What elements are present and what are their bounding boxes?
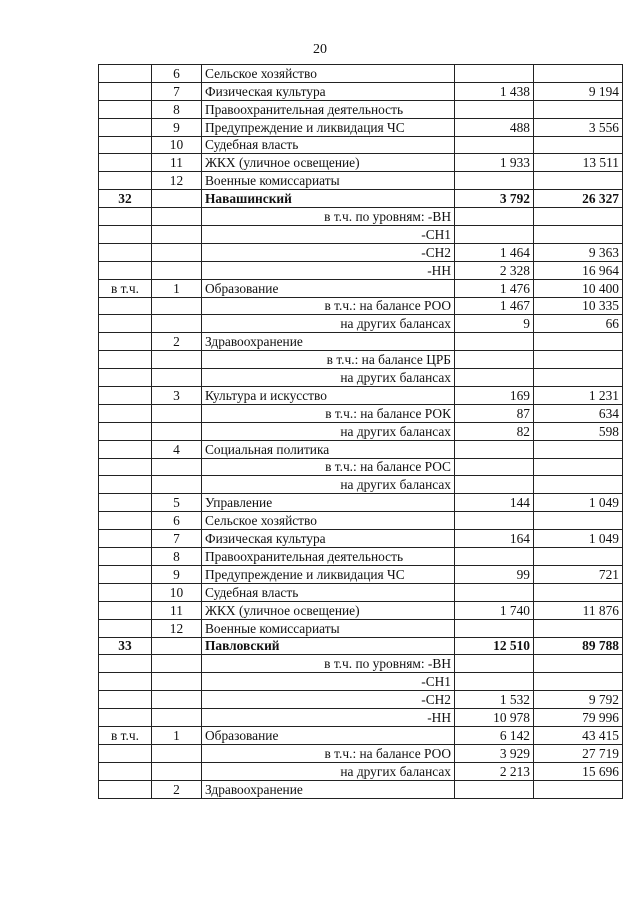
table-row (99, 279, 623, 297)
table-row (99, 655, 623, 673)
value-cell-2: 598 (534, 422, 623, 440)
value-cell-2: 66 (534, 315, 623, 333)
value-cell-1 (455, 458, 534, 476)
item-number-cell: 10 (152, 583, 202, 601)
name-cell: Здравоохранение (202, 780, 455, 798)
name-cell: Образование (202, 726, 455, 744)
value-cell-2: 43 415 (534, 726, 623, 744)
value-cell-2: 79 996 (534, 709, 623, 727)
value-cell-1: 3 792 (455, 190, 534, 208)
table-row (99, 333, 623, 351)
item-number-cell: 5 (152, 494, 202, 512)
name-cell: Павловский (202, 637, 455, 655)
name-cell: на других балансах (202, 315, 455, 333)
group-cell (99, 172, 152, 190)
value-cell-2 (534, 655, 623, 673)
value-cell-2: 10 335 (534, 297, 623, 315)
item-number-cell (152, 351, 202, 369)
name-cell: Навашинский (202, 190, 455, 208)
item-number-cell: 6 (152, 65, 202, 83)
item-number-cell (152, 458, 202, 476)
value-cell-2 (534, 583, 623, 601)
table-row (99, 387, 623, 405)
item-number-cell (152, 226, 202, 244)
value-cell-2: 89 788 (534, 637, 623, 655)
group-cell (99, 404, 152, 422)
table-row (99, 565, 623, 583)
name-cell: Здравоохранение (202, 333, 455, 351)
name-cell: -СН1 (202, 673, 455, 691)
name-cell: ЖКХ (уличное освещение) (202, 154, 455, 172)
value-cell-2: 9 194 (534, 82, 623, 100)
table-row (99, 744, 623, 762)
table-row (99, 440, 623, 458)
name-cell: Физическая культура (202, 530, 455, 548)
value-cell-1: 144 (455, 494, 534, 512)
name-cell: -НН (202, 709, 455, 727)
name-cell: Физическая культура (202, 82, 455, 100)
value-cell-2: 11 876 (534, 601, 623, 619)
value-cell-2 (534, 333, 623, 351)
group-cell (99, 154, 152, 172)
name-cell: на других балансах (202, 369, 455, 387)
item-number-cell: 2 (152, 333, 202, 351)
value-cell-2 (534, 226, 623, 244)
name-cell: Правоохранительная деятельность (202, 100, 455, 118)
value-cell-1: 9 (455, 315, 534, 333)
value-cell-2: 3 556 (534, 118, 623, 136)
item-number-cell (152, 673, 202, 691)
value-cell-2 (534, 619, 623, 637)
value-cell-2 (534, 458, 623, 476)
value-cell-1 (455, 208, 534, 226)
value-cell-1 (455, 476, 534, 494)
name-cell: Военные комиссариаты (202, 619, 455, 637)
item-number-cell (152, 297, 202, 315)
value-cell-1 (455, 673, 534, 691)
item-number-cell (152, 369, 202, 387)
name-cell: Правоохранительная деятельность (202, 548, 455, 566)
group-cell: в т.ч. (99, 279, 152, 297)
name-cell: Предупреждение и ликвидация ЧС (202, 118, 455, 136)
group-cell (99, 494, 152, 512)
name-cell: Судебная власть (202, 583, 455, 601)
value-cell-2: 721 (534, 565, 623, 583)
item-number-cell: 11 (152, 154, 202, 172)
table-row (99, 709, 623, 727)
value-cell-1: 169 (455, 387, 534, 405)
table-row (99, 208, 623, 226)
table-row (99, 404, 623, 422)
value-cell-1 (455, 136, 534, 154)
data-table (98, 64, 623, 799)
value-cell-2 (534, 351, 623, 369)
value-cell-2 (534, 512, 623, 530)
name-cell: Сельское хозяйство (202, 512, 455, 530)
page-number: 20 (313, 42, 327, 57)
item-number-cell: 12 (152, 619, 202, 637)
table-row (99, 673, 623, 691)
group-cell (99, 65, 152, 83)
value-cell-2 (534, 65, 623, 83)
table-row (99, 780, 623, 798)
table-row (99, 548, 623, 566)
table-row (99, 369, 623, 387)
value-cell-1: 1 476 (455, 279, 534, 297)
value-cell-2: 1 231 (534, 387, 623, 405)
name-cell: в т.ч.: на балансе РОО (202, 744, 455, 762)
item-number-cell: 8 (152, 100, 202, 118)
item-number-cell: 7 (152, 82, 202, 100)
value-cell-1 (455, 333, 534, 351)
item-number-cell: 9 (152, 118, 202, 136)
value-cell-2 (534, 136, 623, 154)
value-cell-2 (534, 673, 623, 691)
item-number-cell (152, 208, 202, 226)
table-row (99, 154, 623, 172)
table-row (99, 100, 623, 118)
table-row (99, 65, 623, 83)
group-cell (99, 762, 152, 780)
table-row (99, 691, 623, 709)
name-cell: на других балансах (202, 762, 455, 780)
value-cell-1: 6 142 (455, 726, 534, 744)
item-number-cell (152, 190, 202, 208)
value-cell-1: 1 532 (455, 691, 534, 709)
table-row (99, 315, 623, 333)
name-cell: на других балансах (202, 422, 455, 440)
name-cell: Управление (202, 494, 455, 512)
group-cell (99, 369, 152, 387)
value-cell-2: 634 (534, 404, 623, 422)
value-cell-1 (455, 583, 534, 601)
name-cell: в т.ч. по уровням: -ВН (202, 208, 455, 226)
table-body (99, 65, 623, 799)
item-number-cell (152, 655, 202, 673)
group-cell (99, 387, 152, 405)
value-cell-2: 27 719 (534, 744, 623, 762)
table-row (99, 422, 623, 440)
name-cell: в т.ч.: на балансе РОС (202, 458, 455, 476)
table-row (99, 351, 623, 369)
group-cell (99, 440, 152, 458)
group-cell (99, 297, 152, 315)
table-row (99, 118, 623, 136)
value-cell-2: 13 511 (534, 154, 623, 172)
name-cell: -СН2 (202, 691, 455, 709)
value-cell-2: 16 964 (534, 261, 623, 279)
group-cell (99, 136, 152, 154)
group-cell (99, 512, 152, 530)
name-cell: -НН (202, 261, 455, 279)
value-cell-2 (534, 440, 623, 458)
value-cell-1: 82 (455, 422, 534, 440)
group-cell (99, 673, 152, 691)
value-cell-1: 10 978 (455, 709, 534, 727)
item-number-cell (152, 315, 202, 333)
table-row (99, 619, 623, 637)
group-cell (99, 82, 152, 100)
value-cell-1: 3 929 (455, 744, 534, 762)
group-cell (99, 226, 152, 244)
group-cell (99, 655, 152, 673)
table-row (99, 762, 623, 780)
value-cell-2: 9 792 (534, 691, 623, 709)
table-row (99, 226, 623, 244)
item-number-cell (152, 261, 202, 279)
table-row (99, 458, 623, 476)
item-number-cell (152, 243, 202, 261)
item-number-cell: 9 (152, 565, 202, 583)
value-cell-1: 164 (455, 530, 534, 548)
group-cell (99, 333, 152, 351)
value-cell-2: 1 049 (534, 530, 623, 548)
group-cell (99, 208, 152, 226)
group-cell (99, 583, 152, 601)
name-cell: ЖКХ (уличное освещение) (202, 601, 455, 619)
value-cell-1 (455, 512, 534, 530)
name-cell: Судебная власть (202, 136, 455, 154)
group-cell (99, 691, 152, 709)
table-row (99, 476, 623, 494)
value-cell-1 (455, 226, 534, 244)
value-cell-1 (455, 100, 534, 118)
value-cell-2 (534, 476, 623, 494)
name-cell: -СН1 (202, 226, 455, 244)
name-cell: в т.ч.: на балансе ЦРБ (202, 351, 455, 369)
name-cell: Социальная политика (202, 440, 455, 458)
value-cell-1: 1 467 (455, 297, 534, 315)
item-number-cell: 12 (152, 172, 202, 190)
value-cell-1: 87 (455, 404, 534, 422)
name-cell: Сельское хозяйство (202, 65, 455, 83)
group-cell (99, 351, 152, 369)
item-number-cell: 4 (152, 440, 202, 458)
value-cell-1: 1 438 (455, 82, 534, 100)
item-number-cell: 1 (152, 726, 202, 744)
item-number-cell (152, 422, 202, 440)
group-cell (99, 476, 152, 494)
table-row (99, 583, 623, 601)
name-cell: в т.ч. по уровням: -ВН (202, 655, 455, 673)
name-cell: на других балансах (202, 476, 455, 494)
value-cell-1 (455, 655, 534, 673)
value-cell-1: 1 740 (455, 601, 534, 619)
group-cell (99, 601, 152, 619)
value-cell-1 (455, 172, 534, 190)
value-cell-1 (455, 619, 534, 637)
name-cell: Культура и искусство (202, 387, 455, 405)
value-cell-2: 10 400 (534, 279, 623, 297)
value-cell-2 (534, 548, 623, 566)
value-cell-1: 1 464 (455, 243, 534, 261)
name-cell: Военные комиссариаты (202, 172, 455, 190)
district-row (99, 637, 623, 655)
group-cell (99, 422, 152, 440)
value-cell-1: 2 213 (455, 762, 534, 780)
group-cell (99, 744, 152, 762)
group-cell (99, 530, 152, 548)
table-row (99, 82, 623, 100)
group-cell: 33 (99, 637, 152, 655)
value-cell-2: 26 327 (534, 190, 623, 208)
group-cell (99, 243, 152, 261)
group-cell: 32 (99, 190, 152, 208)
item-number-cell: 8 (152, 548, 202, 566)
value-cell-1 (455, 351, 534, 369)
table-row (99, 297, 623, 315)
name-cell: Предупреждение и ликвидация ЧС (202, 565, 455, 583)
item-number-cell (152, 476, 202, 494)
value-cell-2 (534, 208, 623, 226)
item-number-cell (152, 762, 202, 780)
group-cell (99, 619, 152, 637)
value-cell-2: 15 696 (534, 762, 623, 780)
item-number-cell (152, 691, 202, 709)
table-row (99, 726, 623, 744)
group-cell (99, 565, 152, 583)
value-cell-2: 9 363 (534, 243, 623, 261)
table-row (99, 261, 623, 279)
item-number-cell: 6 (152, 512, 202, 530)
value-cell-2 (534, 780, 623, 798)
value-cell-2: 1 049 (534, 494, 623, 512)
item-number-cell (152, 404, 202, 422)
item-number-cell: 11 (152, 601, 202, 619)
value-cell-1: 12 510 (455, 637, 534, 655)
item-number-cell: 2 (152, 780, 202, 798)
table-row (99, 243, 623, 261)
value-cell-2 (534, 100, 623, 118)
group-cell (99, 548, 152, 566)
value-cell-1 (455, 369, 534, 387)
table-row (99, 512, 623, 530)
group-cell (99, 261, 152, 279)
item-number-cell (152, 744, 202, 762)
table-row (99, 601, 623, 619)
value-cell-1 (455, 65, 534, 83)
table-row (99, 494, 623, 512)
group-cell: в т.ч. (99, 726, 152, 744)
value-cell-2 (534, 172, 623, 190)
value-cell-1: 1 933 (455, 154, 534, 172)
value-cell-1: 99 (455, 565, 534, 583)
item-number-cell: 10 (152, 136, 202, 154)
table-row (99, 530, 623, 548)
item-number-cell (152, 637, 202, 655)
group-cell (99, 780, 152, 798)
name-cell: в т.ч.: на балансе РОО (202, 297, 455, 315)
district-row (99, 190, 623, 208)
item-number-cell: 1 (152, 279, 202, 297)
group-cell (99, 118, 152, 136)
value-cell-1 (455, 440, 534, 458)
value-cell-1 (455, 548, 534, 566)
item-number-cell (152, 709, 202, 727)
name-cell: -СН2 (202, 243, 455, 261)
group-cell (99, 100, 152, 118)
table-row (99, 136, 623, 154)
table-row (99, 172, 623, 190)
group-cell (99, 709, 152, 727)
group-cell (99, 315, 152, 333)
value-cell-1 (455, 780, 534, 798)
name-cell: Образование (202, 279, 455, 297)
value-cell-1: 2 328 (455, 261, 534, 279)
value-cell-2 (534, 369, 623, 387)
group-cell (99, 458, 152, 476)
name-cell: в т.ч.: на балансе РОК (202, 404, 455, 422)
item-number-cell: 3 (152, 387, 202, 405)
item-number-cell: 7 (152, 530, 202, 548)
value-cell-1: 488 (455, 118, 534, 136)
